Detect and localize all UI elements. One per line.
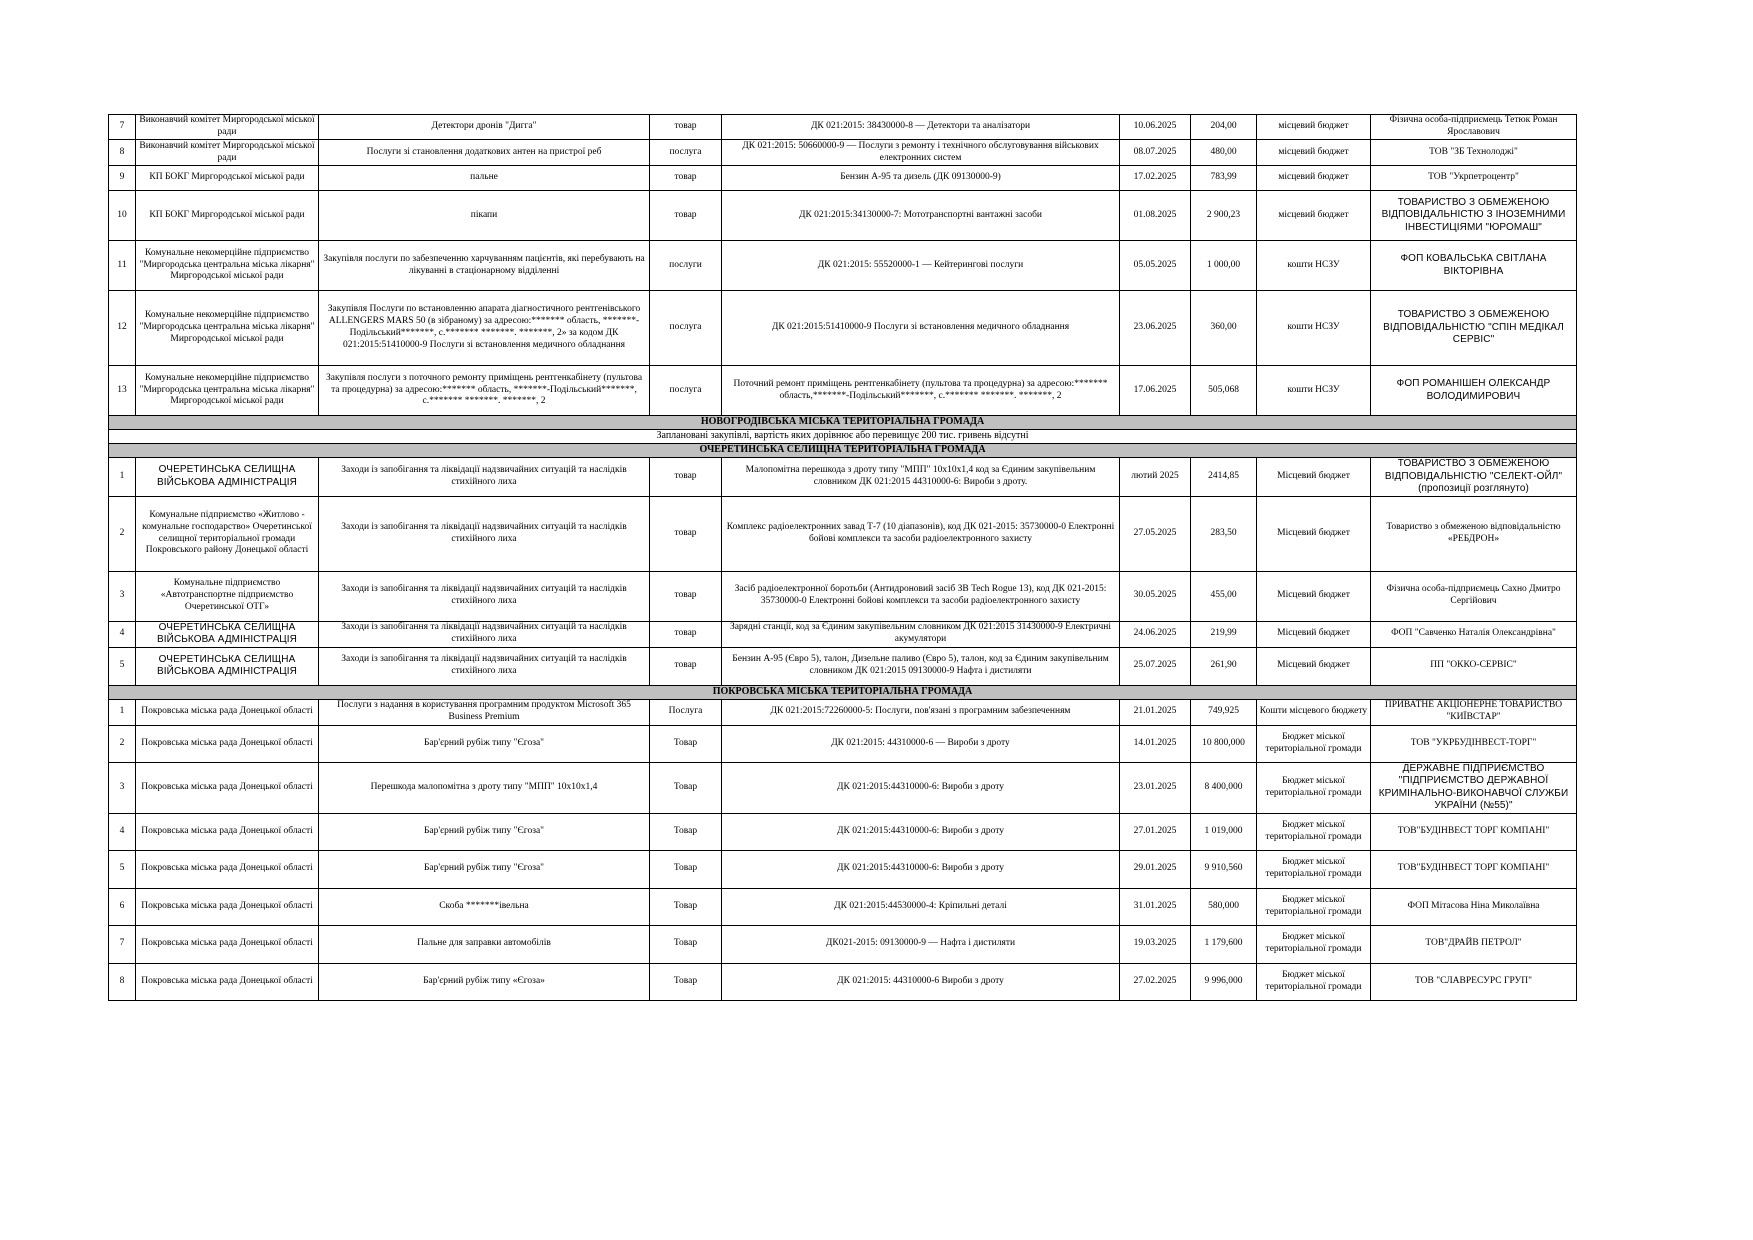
funding-source-cell: місцевий бюджет [1257,115,1371,140]
funding-source-cell: Місцевий бюджет [1257,496,1371,571]
amount-cell: 10 800,000 [1191,725,1257,762]
customer-cell: Комунальне підприємство «Житлово - комунальне господарство» Очеретинської селищної територіальної громади Покровського району Донецької області [136,496,319,571]
procurement-table-body [109,115,1577,1001]
procurement-type-cell: товар [650,191,722,241]
date-cell: 30.05.2025 [1120,571,1191,621]
customer-cell: Комунальне підприємство «Автотранспортне підприємство Очеретинської ОТГ» [136,571,319,621]
date-cell: 17.06.2025 [1120,366,1191,416]
procurement-type-cell: Товар [650,762,722,813]
table-row [109,291,1577,366]
classifier-code-cell: ДК 021:2015:72260000-5: Послуги, пов'язані з програмним забезпеченням [722,699,1120,725]
funding-source-cell: кошти НСЗУ [1257,241,1371,291]
table-row [109,571,1577,621]
supplier-cell: ТОВ "Укрпетроцентр" [1371,166,1577,191]
procurement-document [108,114,1576,1001]
table-row [109,850,1577,888]
customer-cell: Покровська міська рада Донецької області [136,888,319,925]
classifier-code-cell: Бензин А-95 та дизель (ДК 09130000-9) [722,166,1120,191]
customer-cell: ОЧЕРЕТИНСЬКА СЕЛИЩНА ВІЙСЬКОВА АДМІНІСТРАЦІЯ [136,458,319,497]
table-row [109,647,1577,685]
date-cell: 27.02.2025 [1120,963,1191,1000]
procurement-type-cell: Товар [650,925,722,963]
table-row [109,925,1577,963]
classifier-code-cell: ДК 021:2015: 50660000-9 — Послуги з ремонту і технічного обслуговування військових електронних систем [722,140,1120,166]
row-number-cell: 5 [109,647,136,685]
procurement-type-cell: товар [650,496,722,571]
amount-cell: 783,99 [1191,166,1257,191]
classifier-code-cell: ДК 021:2015:44310000-6: Вироби з дроту [722,813,1120,850]
procurement-type-cell: Послуга [650,699,722,725]
row-number-cell: 1 [109,699,136,725]
customer-cell: ОЧЕРЕТИНСЬКА СЕЛИЩНА ВІЙСЬКОВА АДМІНІСТРАЦІЯ [136,621,319,647]
table-row [109,140,1577,166]
row-number-cell: 3 [109,571,136,621]
supplier-cell: ТОВ "СЛАВРЕСУРС ГРУП" [1371,963,1577,1000]
classifier-code-cell: ДК 021:2015: 55520000-1 — Кейтерингові послуги [722,241,1120,291]
funding-source-cell: кошти НСЗУ [1257,366,1371,416]
amount-cell: 580,000 [1191,888,1257,925]
row-number-cell: 13 [109,366,136,416]
date-cell: 29.01.2025 [1120,850,1191,888]
row-number-cell: 2 [109,725,136,762]
section-note: Заплановані закупівлі, вартість яких дорівнює або перевищує 200 тис. гривень відсутні [109,430,1577,444]
procurement-type-cell: товар [650,166,722,191]
section-header-row [109,416,1577,430]
procurement-type-cell: Товар [650,963,722,1000]
date-cell: 23.01.2025 [1120,762,1191,813]
row-number-cell: 2 [109,496,136,571]
funding-source-cell: місцевий бюджет [1257,191,1371,241]
classifier-code-cell: Зарядні станції, код за Єдиним закупівельним словником ДК 021:2015 31430000-9 Електричні акумулятори [722,621,1120,647]
section-header-row [109,685,1577,699]
amount-cell: 505,068 [1191,366,1257,416]
subject-cell: Перешкода малопомітна з дроту типу "МПП" 10х10х1,4 [319,762,650,813]
funding-source-cell: Бюджет міської територіальної громади [1257,762,1371,813]
table-row [109,725,1577,762]
customer-cell: Комунальне некомерційне підприємство "Миргородська центральна міська лікарня" Миргородської міської ради [136,291,319,366]
procurement-type-cell: товар [650,647,722,685]
funding-source-cell: Бюджет міської територіальної громади [1257,925,1371,963]
subject-cell: Закупівля Послуги по встановленню апарата діагностичного рентгенівського ALLENGERS MARS 50 (в зібраному) за адресою:******* область, *******-Подільський*******, с.******* *******. *******, 2» за кодом ДК 021:2015:51410000-9 Послуги зі встановлення медичного обладнання [319,291,650,366]
subject-cell: Заходи із запобігання та ліквідації надзвичайних ситуацій та наслідків стихійного лиха [319,571,650,621]
date-cell: 14.01.2025 [1120,725,1191,762]
procurement-type-cell: Товар [650,813,722,850]
row-number-cell: 5 [109,850,136,888]
supplier-cell: ТОВ"БУДІНВЕСТ ТОРГ КОМПАНІ" [1371,850,1577,888]
subject-cell: Бар'єрний рубіж типу "Єгоза" [319,725,650,762]
procurement-type-cell: товар [650,621,722,647]
supplier-cell: ФОП "Савченко Наталія Олександрівна" [1371,621,1577,647]
supplier-cell: ТОВ "ЗБ Технолоджі" [1371,140,1577,166]
subject-cell: Закупівля послуги з поточного ремонту приміщень рентгенкабінету (пультова та процедурна) за адресою:******* область, *******-Подільський*******, с.******* *******. *******, 2 [319,366,650,416]
subject-cell: Бар'єрний рубіж типу "Єгоза" [319,813,650,850]
procurement-type-cell: Товар [650,888,722,925]
classifier-code-cell: ДК 021:2015: 44310000-6 Вироби з дроту [722,963,1120,1000]
table-row [109,191,1577,241]
supplier-cell: ПП "ОККО-СЕРВІС" [1371,647,1577,685]
section-note-row [109,430,1577,444]
subject-cell: Заходи із запобігання та ліквідації надзвичайних ситуацій та наслідків стихійного лиха [319,621,650,647]
supplier-cell: ФОП КОВАЛЬСЬКА СВІТЛАНА ВІКТОРІВНА [1371,241,1577,291]
row-number-cell: 1 [109,458,136,497]
section-header: НОВОГРОДІВСЬКА МІСЬКА ТЕРИТОРІАЛЬНА ГРОМАДА [109,416,1577,430]
subject-cell: Бар'єрний рубіж типу «Єгоза» [319,963,650,1000]
funding-source-cell: Кошти місцевого бюджету [1257,699,1371,725]
supplier-cell: ФОП РОМАНІШЕН ОЛЕКСАНДР ВОЛОДИМИРОВИЧ [1371,366,1577,416]
amount-cell: 2414,85 [1191,458,1257,497]
row-number-cell: 3 [109,762,136,813]
customer-cell: Покровська міська рада Донецької області [136,813,319,850]
subject-cell: Послуги зі становлення додаткових антен на пристрої реб [319,140,650,166]
section-header: ПОКРОВСЬКА МІСЬКА ТЕРИТОРІАЛЬНА ГРОМАДА [109,685,1577,699]
subject-cell: пікапи [319,191,650,241]
supplier-cell: ТОВАРИСТВО З ОБМЕЖЕНОЮ ВІДПОВІДАЛЬНІСТЮ "СПІН МЕДІКАЛ СЕРВІС" [1371,291,1577,366]
date-cell: 24.06.2025 [1120,621,1191,647]
funding-source-cell: Бюджет міської територіальної громади [1257,725,1371,762]
supplier-cell: ТОВ"БУДІНВЕСТ ТОРГ КОМПАНІ" [1371,813,1577,850]
procurement-type-cell: товар [650,115,722,140]
amount-cell: 1 000,00 [1191,241,1257,291]
subject-cell: Пальне для заправки автомобілів [319,925,650,963]
subject-cell: Заходи із запобігання та ліквідації надзвичайних ситуацій та наслідків стихійного лиха [319,496,650,571]
classifier-code-cell: ДК 021:2015:34130000-7: Мототранспортні вантажні засоби [722,191,1120,241]
subject-cell: Заходи із запобігання та ліквідації надзвичайних ситуацій та наслідків стихійного лиха [319,647,650,685]
procurement-type-cell: Товар [650,725,722,762]
procurement-type-cell: послуга [650,366,722,416]
classifier-code-cell: Комплекс радіоелектронних завад Т-7 (10 діапазонів), код ДК 021-2015: 35730000-0 Електронні бойові комплекси та засоби радіоелектронного захисту [722,496,1120,571]
customer-cell: ОЧЕРЕТИНСЬКА СЕЛИЩНА ВІЙСЬКОВА АДМІНІСТРАЦІЯ [136,647,319,685]
table-row [109,621,1577,647]
table-row [109,458,1577,497]
table-row [109,166,1577,191]
supplier-cell: ДЕРЖАВНЕ ПІДПРИЄМСТВО "ПІДПРИЄМСТВО ДЕРЖАВНОЇ КРИМІНАЛЬНО-ВИКОНАВЧОЇ СЛУЖБИ УКРАЇНИ (№55)" [1371,762,1577,813]
classifier-code-cell: ДК 021:2015:44530000-4: Кріпильні деталі [722,888,1120,925]
procurement-type-cell: Товар [650,850,722,888]
date-cell: 31.01.2025 [1120,888,1191,925]
procurement-type-cell: послуга [650,291,722,366]
amount-cell: 283,50 [1191,496,1257,571]
amount-cell: 9 996,000 [1191,963,1257,1000]
table-row [109,963,1577,1000]
funding-source-cell: Місцевий бюджет [1257,571,1371,621]
funding-source-cell: Місцевий бюджет [1257,647,1371,685]
funding-source-cell: Бюджет міської територіальної громади [1257,813,1371,850]
classifier-code-cell: ДК 021:2015: 44310000-6 — Вироби з дроту [722,725,1120,762]
amount-cell: 360,00 [1191,291,1257,366]
subject-cell: Заходи із запобігання та ліквідації надзвичайних ситуацій та наслідків стихійного лиха [319,458,650,497]
amount-cell: 480,00 [1191,140,1257,166]
classifier-code-cell: Засіб радіоелектронної боротьби (Антидроновий засіб ЗВ Tech Rogue 13), код ДК 021-2015: 35730000-0 Електронні бойові комплекси та засоби радіоелектронного захисту [722,571,1120,621]
amount-cell: 9 910,560 [1191,850,1257,888]
customer-cell: Комунальне некомерційне підприємство "Миргородська центральна міська лікарня" Миргородської міської ради [136,366,319,416]
row-number-cell: 7 [109,925,136,963]
amount-cell: 1 019,000 [1191,813,1257,850]
table-row [109,115,1577,140]
amount-cell: 749,925 [1191,699,1257,725]
amount-cell: 1 179,600 [1191,925,1257,963]
date-cell: 27.01.2025 [1120,813,1191,850]
procurement-type-cell: товар [650,458,722,497]
classifier-code-cell: Малопомітна перешкода з дроту типу "МПП" 10х10х1,4 код за Єдиним закупівельним словником ДК 021:2015 44310000-6: Вироби з дроту. [722,458,1120,497]
table-row [109,241,1577,291]
row-number-cell: 9 [109,166,136,191]
funding-source-cell: місцевий бюджет [1257,166,1371,191]
amount-cell: 8 400,000 [1191,762,1257,813]
classifier-code-cell: Бензин А-95 (Євро 5), талон, Дизельне паливо (Євро 5), талон, код за Єдиним закупівельним словником ДК 021:2015 09130000-9 Нафта і дистиляти [722,647,1120,685]
supplier-cell: ТОВ "УКРБУДІНВЕСТ-ТОРГ" [1371,725,1577,762]
classifier-code-cell: ДК 021:2015:44310000-6: Вироби з дроту [722,850,1120,888]
customer-cell: Покровська міська рада Донецької області [136,762,319,813]
date-cell: 25.07.2025 [1120,647,1191,685]
date-cell: 21.01.2025 [1120,699,1191,725]
subject-cell: Закупівля послуги по забезпеченню харчуванням пацієнтів, які перебувають на лікуванні в стаціонарному відділенні [319,241,650,291]
date-cell: 23.06.2025 [1120,291,1191,366]
amount-cell: 204,00 [1191,115,1257,140]
supplier-cell: ТОВАРИСТВО З ОБМЕЖЕНОЮ ВІДПОВІДАЛЬНІСТЮ З ІНОЗЕМНИМИ ІНВЕСТИЦІЯМИ "ЮРОМАШ" [1371,191,1577,241]
funding-source-cell: кошти НСЗУ [1257,291,1371,366]
customer-cell: Покровська міська рада Донецької області [136,963,319,1000]
table-row [109,496,1577,571]
customer-cell: КП БОКГ Миргородської міської ради [136,191,319,241]
supplier-cell: Фізична особа-підприємець Сахно Дмитро Сергійович [1371,571,1577,621]
row-number-cell: 11 [109,241,136,291]
classifier-code-cell: Поточний ремонт приміщень рентгенкабінету (пультова та процедурна) за адресою:******* область,*******-Подільський*******, с.******* *******. *******, 2 [722,366,1120,416]
amount-cell: 261,90 [1191,647,1257,685]
amount-cell: 455,00 [1191,571,1257,621]
row-number-cell: 4 [109,813,136,850]
classifier-code-cell: ДК 021:2015:44310000-6: Вироби з дроту [722,762,1120,813]
date-cell: лютий 2025 [1120,458,1191,497]
subject-cell: Послуги з надання в користування програмним продуктом Microsoft 365 Business Premium [319,699,650,725]
supplier-cell: Фізична особа-підприємець Тетюк Роман Ярославович [1371,115,1577,140]
row-number-cell: 12 [109,291,136,366]
customer-cell: Комунальне некомерційне підприємство "Миргородська центральна міська лікарня" Миргородської міської ради [136,241,319,291]
date-cell: 17.02.2025 [1120,166,1191,191]
funding-source-cell: Місцевий бюджет [1257,621,1371,647]
procurement-type-cell: товар [650,571,722,621]
subject-cell: Детектори дронів "Дигга" [319,115,650,140]
date-cell: 27.05.2025 [1120,496,1191,571]
customer-cell: КП БОКГ Миргородської міської ради [136,166,319,191]
customer-cell: Виконавчий комітет Миргородської міської ради [136,115,319,140]
classifier-code-cell: ДК 021:2015:51410000-9 Послуги зі встановлення медичного обладнання [722,291,1120,366]
row-number-cell: 4 [109,621,136,647]
table-row [109,762,1577,813]
section-header: ОЧЕРЕТИНСЬКА СЕЛИЩНА ТЕРИТОРІАЛЬНА ГРОМАДА [109,444,1577,458]
supplier-cell: Товариство з обмеженою відповідальністю «РЕБДРОН» [1371,496,1577,571]
subject-cell: Бар'єрний рубіж типу "Єгоза" [319,850,650,888]
row-number-cell: 10 [109,191,136,241]
funding-source-cell: Бюджет міської територіальної громади [1257,963,1371,1000]
table-row [109,699,1577,725]
procurement-type-cell: послуга [650,140,722,166]
customer-cell: Покровська міська рада Донецької області [136,725,319,762]
row-number-cell: 6 [109,888,136,925]
supplier-cell: ФОП Мітасова Ніна Миколаївна [1371,888,1577,925]
date-cell: 08.07.2025 [1120,140,1191,166]
date-cell: 10.06.2025 [1120,115,1191,140]
supplier-cell: ПРИВАТНЕ АКЦІОНЕРНЕ ТОВАРИСТВО "КИЇВСТАР" [1371,699,1577,725]
customer-cell: Виконавчий комітет Миргородської міської ради [136,140,319,166]
supplier-cell: ТОВАРИСТВО З ОБМЕЖЕНОЮ ВІДПОВІДАЛЬНІСТЮ "СЕЛЕКТ-ОЙЛ" (пропозиції розглянуто) [1371,458,1577,497]
table-row [109,888,1577,925]
amount-cell: 2 900,23 [1191,191,1257,241]
subject-cell: Скоба *******івельна [319,888,650,925]
funding-source-cell: Бюджет міської територіальної громади [1257,850,1371,888]
procurement-table [108,114,1577,1001]
date-cell: 05.05.2025 [1120,241,1191,291]
date-cell: 19.03.2025 [1120,925,1191,963]
row-number-cell: 8 [109,140,136,166]
procurement-type-cell: послуги [650,241,722,291]
table-row [109,813,1577,850]
classifier-code-cell: ДК 021:2015: 38430000-8 — Детектори та аналізатори [722,115,1120,140]
table-row [109,366,1577,416]
supplier-cell: ТОВ"ДРАЙВ ПЕТРОЛ" [1371,925,1577,963]
funding-source-cell: Місцевий бюджет [1257,458,1371,497]
classifier-code-cell: ДК021-2015: 09130000-9 — Нафта і дистиляти [722,925,1120,963]
date-cell: 01.08.2025 [1120,191,1191,241]
row-number-cell: 7 [109,115,136,140]
customer-cell: Покровська міська рада Донецької області [136,925,319,963]
funding-source-cell: місцевий бюджет [1257,140,1371,166]
row-number-cell: 8 [109,963,136,1000]
section-header-row [109,444,1577,458]
customer-cell: Покровська міська рада Донецької області [136,699,319,725]
subject-cell: пальне [319,166,650,191]
amount-cell: 219,99 [1191,621,1257,647]
funding-source-cell: Бюджет міської територіальної громади [1257,888,1371,925]
customer-cell: Покровська міська рада Донецької області [136,850,319,888]
